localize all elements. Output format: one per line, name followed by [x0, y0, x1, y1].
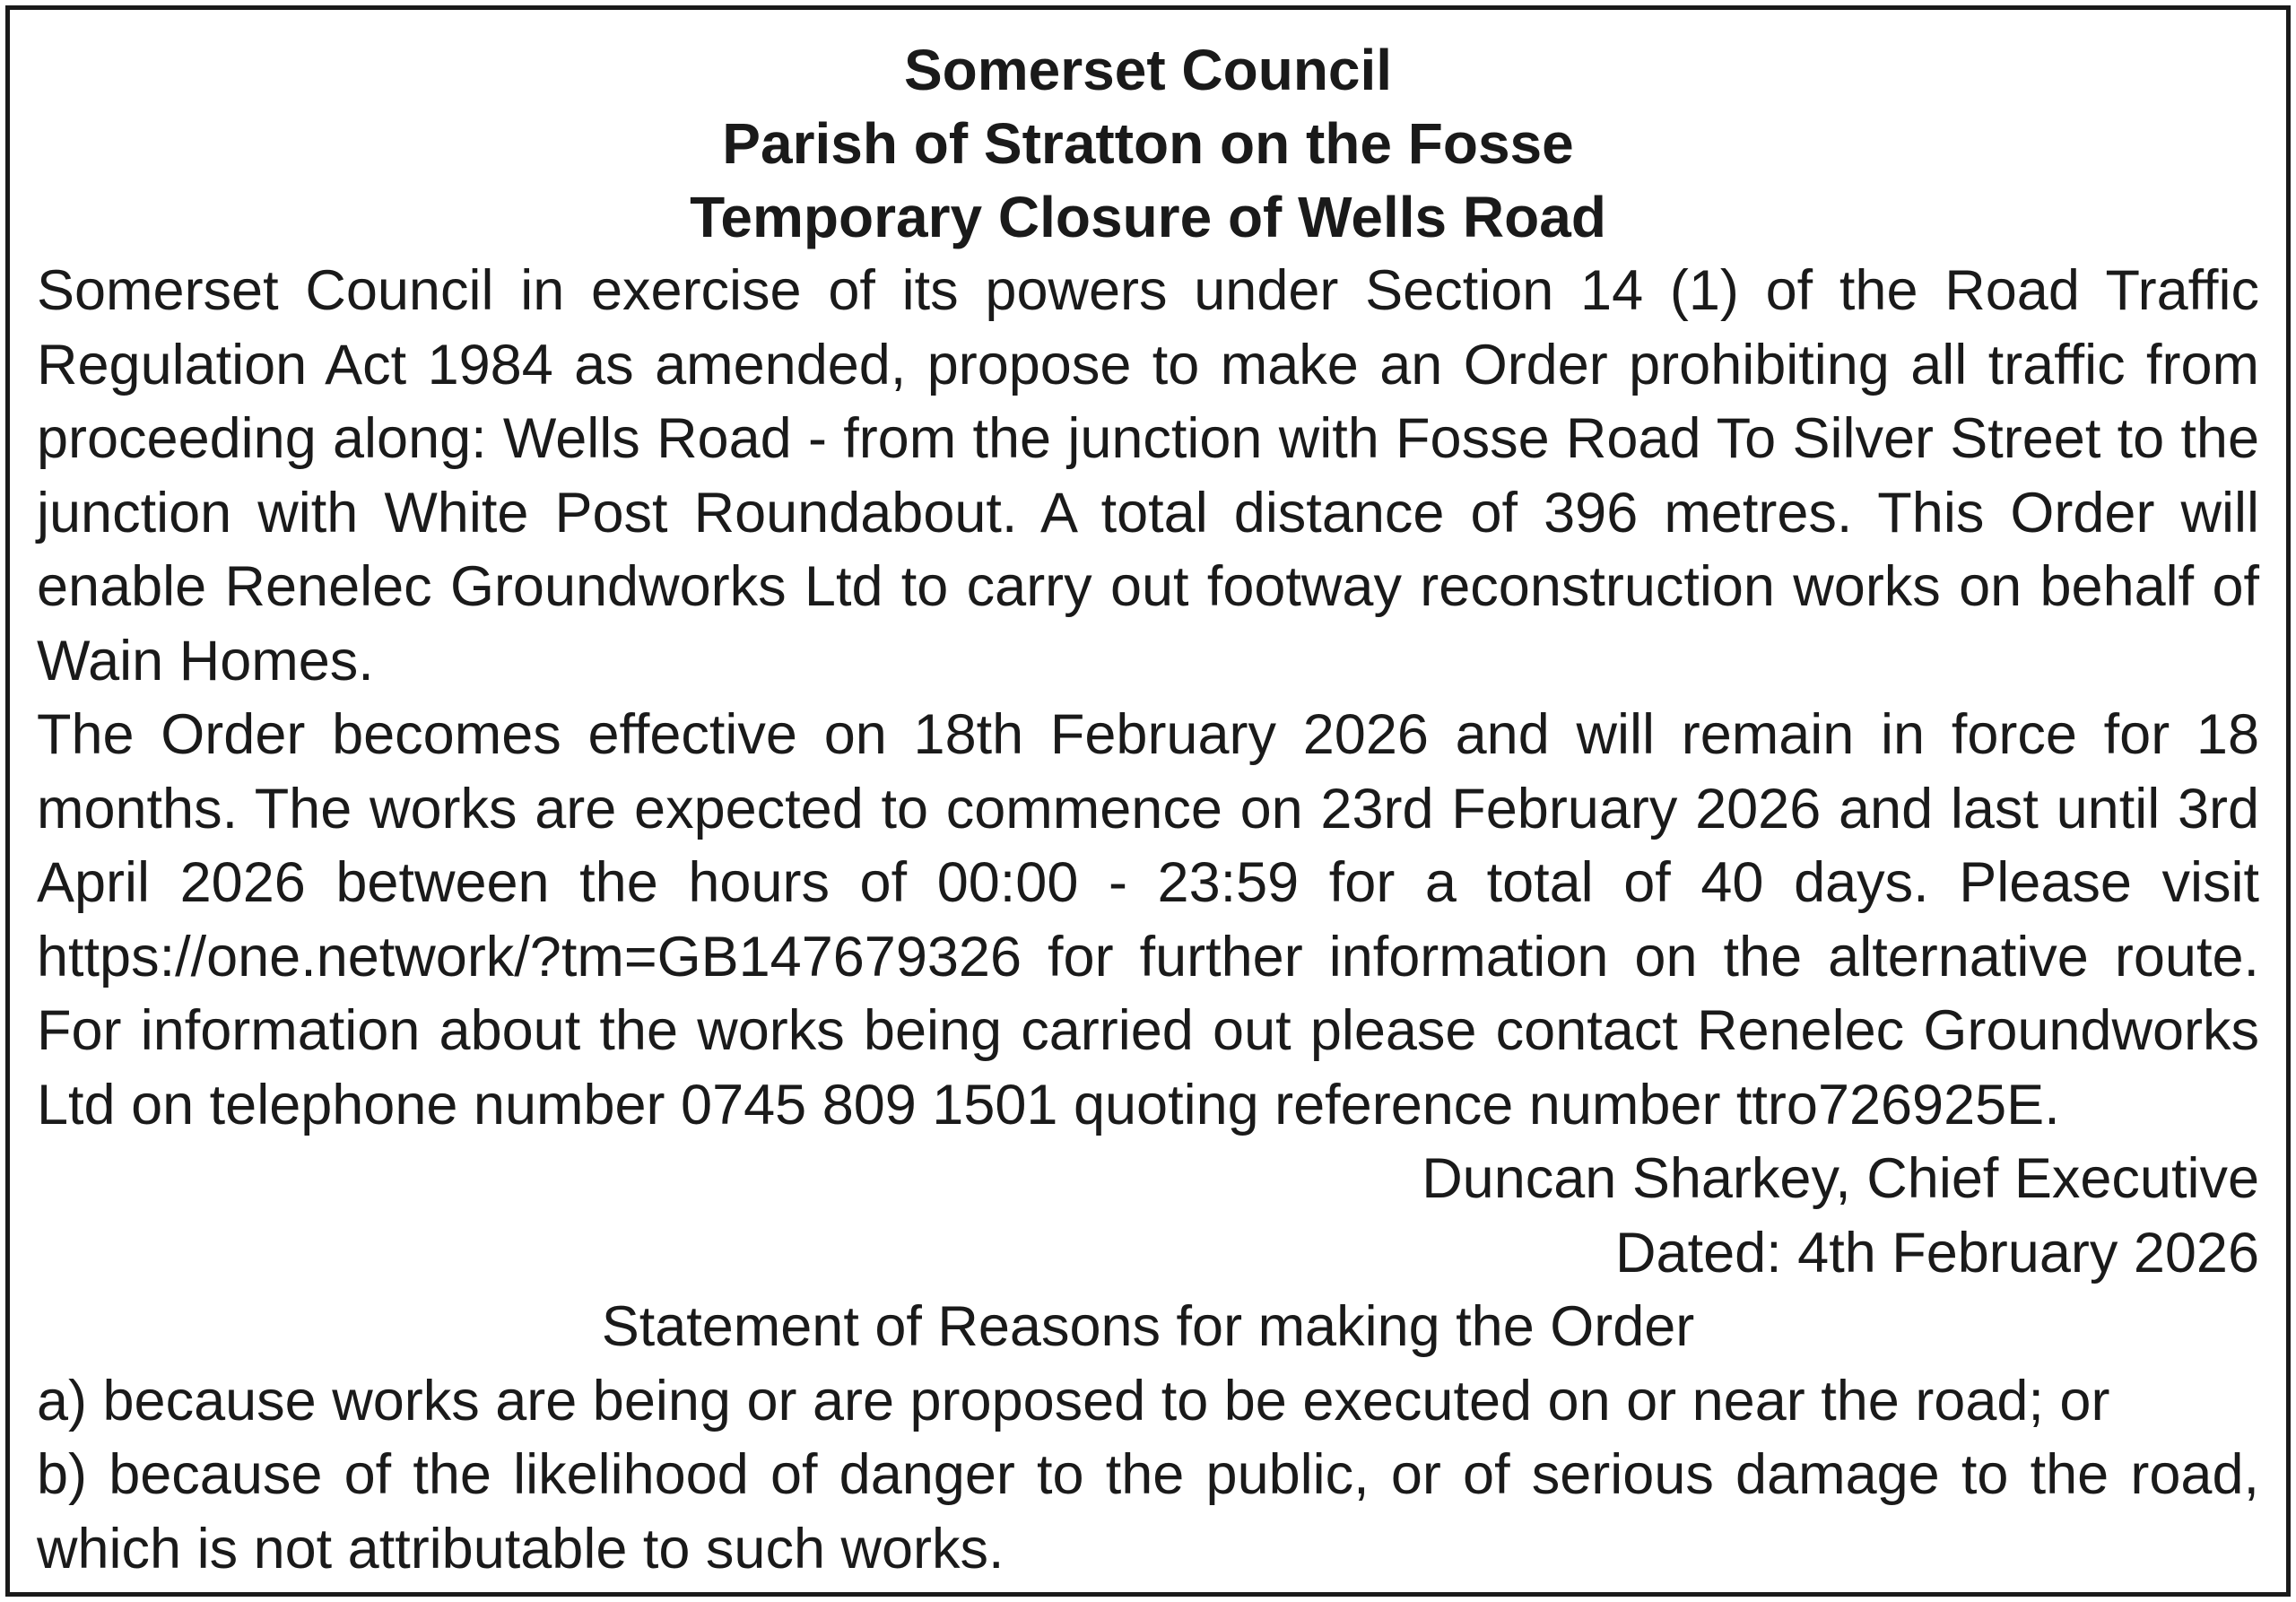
reason-a: a) because works are being or are proposed to be executed on or near the road; or	[37, 1369, 2110, 1432]
heading-title: Temporary Closure of Wells Road	[690, 185, 1606, 249]
effective-paragraph: The Order becomes effective on 18th February 2026 and will remain in force for 18 months. The works are expected to commence on 23rd February 2026 and last until 3rd April 2026 between the hours of 00:00 - 23:59 for a total of 40 days. Please visit https://one.network/?tm=GB147679326 for further information on the alternative route. For information about the works being carried out please contact Renelec Groundworks Ltd on telephone number 0745 809 1501 quoting reference number ttro726925E.	[37, 703, 2259, 1136]
public-notice	[5, 5, 2291, 1597]
reasons-heading: Statement of Reasons for making the Order	[601, 1295, 1695, 1358]
order-paragraph: Somerset Council in exercise of its powers under Section 14 (1) of the Road Traffic Regulation Act 1984 as amended, propose to make an Order prohibiting all traffic from proceeding along: Wells Road - from the junction with Fosse Road To Silver Street to the junction with White Post Roundabout. A total distance of 396 metres. This Order will enable Renelec Groundworks Ltd to carry out footway reconstruction works on behalf of Wain Homes.	[37, 259, 2259, 692]
signatory: Duncan Sharkey, Chief Executive	[1422, 1147, 2259, 1210]
heading-council: Somerset Council	[903, 38, 1393, 102]
dated-line: Dated: 4th February 2026	[1615, 1221, 2259, 1284]
heading-parish: Parish of Stratton on the Fosse	[722, 111, 1574, 176]
notice-heading	[37, 33, 2259, 254]
reason-b: b) because of the likelihood of danger to the public, or of serious damage to the road, which is not attributable to such works.	[37, 1443, 2259, 1580]
